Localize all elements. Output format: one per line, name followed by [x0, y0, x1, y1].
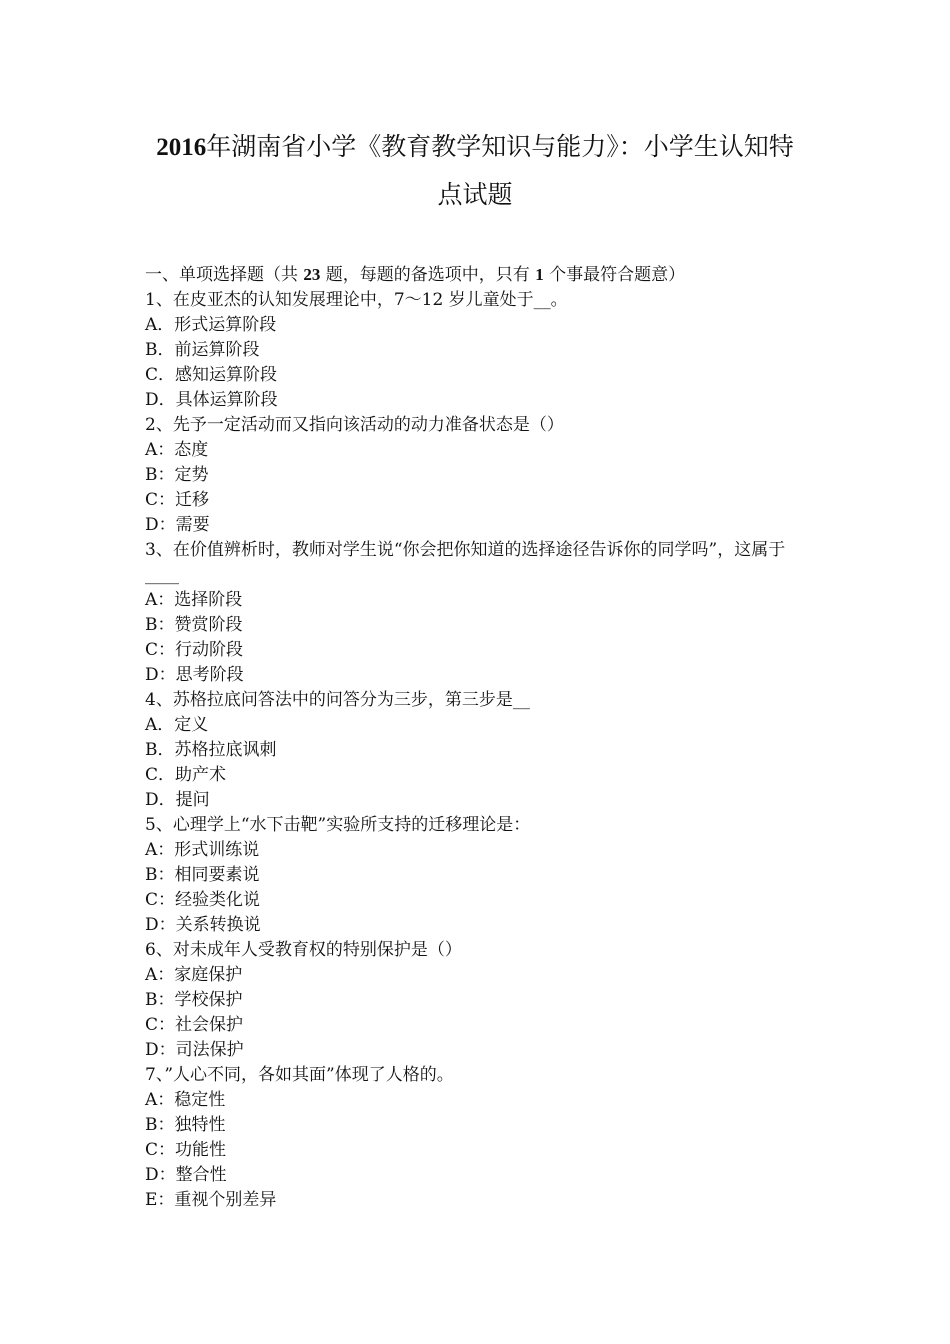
- question-count: 23: [303, 265, 321, 284]
- answer-option: B．前运算阶段: [145, 340, 260, 360]
- answer-option: B：学校保护: [145, 990, 243, 1010]
- answer-option: B：相同要素说: [145, 865, 260, 885]
- answer-option: A．形式运算阶段: [145, 315, 277, 335]
- answer-option: D：思考阶段: [145, 665, 244, 685]
- answer-option: B：赞赏阶段: [145, 615, 243, 635]
- answer-option: B．苏格拉底讽刺: [145, 740, 277, 760]
- answer-option: C：行动阶段: [145, 640, 244, 660]
- answer-option: C：经验类化说: [145, 890, 261, 910]
- question-stem: 5、心理学上“水下击靶”实验所支持的迁移理论是：: [145, 815, 531, 835]
- answer-option: D：整合性: [145, 1165, 227, 1185]
- question-stem: 4、苏格拉底问答法中的问答分为三步，第三步是__: [145, 690, 530, 710]
- answer-option: B：定势: [145, 465, 209, 485]
- answer-option: D．提问: [145, 790, 210, 810]
- answer-option: D．具体运算阶段: [145, 390, 278, 410]
- title-line-1: [80, 123, 870, 172]
- answer-option: C．助产术: [145, 765, 227, 785]
- question-stem: 1、在皮亚杰的认知发展理论中，7～12 岁儿童处于__。: [145, 290, 568, 310]
- answer-option: A：稳定性: [145, 1090, 226, 1110]
- answer-option: C：社会保护: [145, 1015, 244, 1035]
- question-stem: 2、先予一定活动而又指向该活动的动力准备状态是（）: [145, 415, 564, 435]
- answer-option: E：重视个别差异: [145, 1190, 277, 1210]
- title-line-2: 点试题: [437, 180, 513, 209]
- answer-count: 1: [535, 265, 544, 284]
- answer-option: C．感知运算阶段: [145, 365, 278, 385]
- answer-option: A：家庭保护: [145, 965, 243, 985]
- answer-option: A：选择阶段: [145, 590, 243, 610]
- question-content: [145, 262, 810, 1213]
- answer-option: C：功能性: [145, 1140, 227, 1160]
- question-stem: 6、对未成年人受教育权的特别保护是（）: [145, 940, 462, 960]
- section-heading: 一、单项选择题（共 23 题，每题的备选项中，只有 1 个事最符合题意）: [145, 265, 686, 285]
- answer-option: D：需要: [145, 515, 210, 535]
- title-text: 年湖南省小学《教育教学知识与能力》：小学生认知特: [206, 132, 794, 161]
- question-stem: 3、在价值辨析时，教师对学生说“你会把你知道的选择途径告诉你的同学吗”，这属于____: [145, 540, 786, 585]
- answer-option: A：形式训练说: [145, 840, 260, 860]
- answer-option: D：关系转换说: [145, 915, 261, 935]
- answer-option: C：迁移: [145, 490, 210, 510]
- answer-option: B：独特性: [145, 1115, 226, 1135]
- title-year: 2016: [156, 134, 207, 161]
- question-stem: 7、”人心不同，各如其面”体现了人格的。: [145, 1065, 454, 1085]
- answer-option: A．定义: [145, 715, 209, 735]
- answer-option: A：态度: [145, 440, 209, 460]
- answer-option: D：司法保护: [145, 1040, 244, 1060]
